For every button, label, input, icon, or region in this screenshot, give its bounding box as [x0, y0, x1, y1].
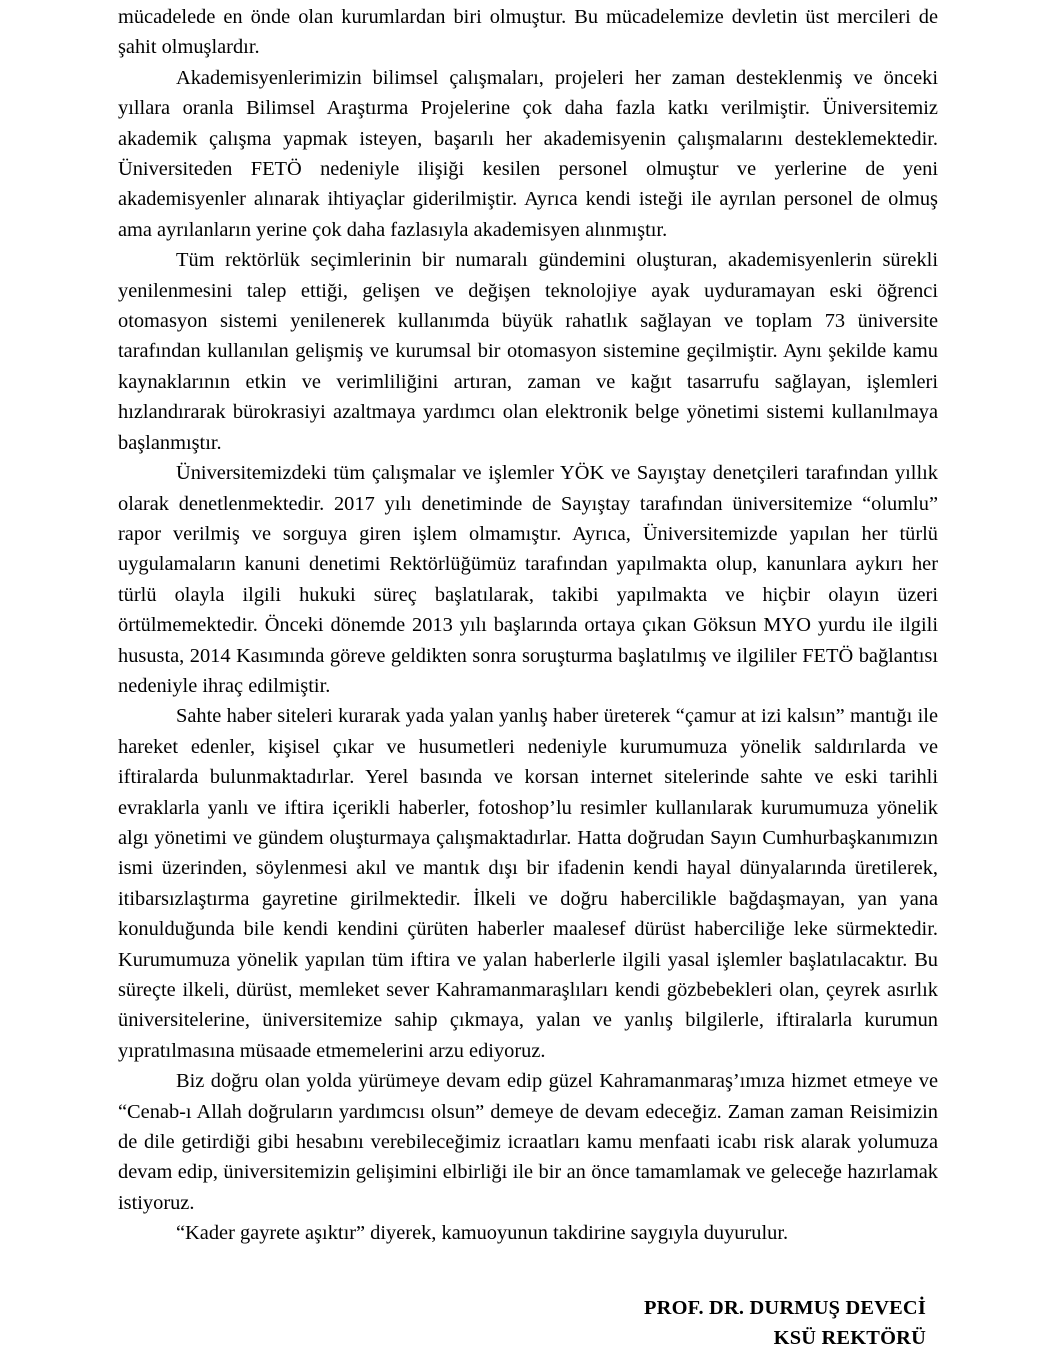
document-body [118, 0, 938, 1353]
signature-name: PROF. DR. DURMUŞ DEVECİ [644, 1296, 926, 1319]
paragraph-academic-studies: Akademisyenlerimizin bilimsel çalışmaları, projeleri her zaman desteklenmiş ve önceki yıllara oranla Bilimsel Araştırma Projelerine çok daha fazla katkı verilmiştir. Üniversitemiz akademik çalışma yapmak isteyen, başarılı her akademisyenin çalışmalarını desteklemektedir. Üniversiteden FETÖ nedeniyle ilişiği kesilen personel olmuştur ve yerlerine de yeni akademisyenler alınarak ihtiyaçlar giderilmiştir. Ayrıca kendi isteği ile ayrılan personel de olmuş ama ayrılanların yerine çok daha fazlasıyla akademisyen alınmıştır. [118, 66, 938, 241]
paragraph-closing-statement: Biz doğru olan yolda yürümeye devam edip güzel Kahramanmaraş’ımıza hizmet etmeye ve “Cenab-ı Allah doğruların yardımcısı olsun” demeye de devam edeceğiz. Zaman zaman Reisimizin de dile getirdiği gibi hesabını verebileceğimiz icraatları kamu menfaati icabı risk alarak yolumuza devam edip, üniversitemizin gelişimini elbirliği ile bir an önce tamamlamak ve geleceğe hazırlamak istiyoruz. [118, 1070, 938, 1214]
paragraph-continuation: mücadelede en önde olan kurumlardan biri olmuştur. Bu mücadelemize devletin üst mercileri de şahit olmuşlardır. [118, 6, 938, 59]
paragraph-automation-system: Tüm rektörlük seçimlerinin bir numaralı gündemini oluşturan, akademisyenlerin sürekli yenilenmesini talep ettiği, gelişen ve değişen teknolojiye ayak uyduramayan eski öğrenci otomasyon sistemi yenilenerek kullanımda büyük rahatlık sağlayan ve toplam 73 üniversite tarafından kullanılan gelişmiş ve kurumsal bir otomasyon sistemine geçilmiştir. Aynı şekilde kamu kaynaklarının etkin ve verimliliğini artıran, zaman ve kağıt tasarrufu sağlayan, işlemleri hızlandırarak bürokrasiyi azaltmaya yardımcı olan elektronik belge yönetimi sistemi kullanılmaya başlanmıştır. [118, 249, 938, 454]
signature-title: KSÜ REKTÖRÜ [773, 1327, 926, 1350]
signature-block [118, 1293, 938, 1354]
paragraph-fake-news: Sahte haber siteleri kurarak yada yalan yanlış haber üreterek “çamur at izi kalsın” mantığı ile hareket edenler, kişisel çıkar ve husumetleri nedeniyle kurumumuza yönelik saldırılarda ve iftiralarda bulunmaktadırlar. Yerel basında ve korsan internet sitelerinde sahte ve eski tarihli evraklarla yanlı ve iftira içerikli haberler, fotoshop’lu resimler kullanılarak kurumumuza yönelik algı yönetimi ve gündem oluşturmaya çalışmaktadırlar. Hatta doğrudan Sayın Cumhurbaşkanımızın ismi üzerinden, söylenmesi akıl ve mantık dışı bir ifadenin kendi hayal dünyalarında üretilerek, itibarsızlaştırma gayretine girilmektedir. İlkeli ve doğru habercilikle bağdaşmayan, yan yana konulduğunda bile kendi kendini çürüten haberler maalesef dürüst haberciliğe leke sürmektedir. Kurumumuza yönelik yapılan tüm iftira ve yalan haberlerle ilgili yasal işlemler başlatılacaktır. Bu süreçte ilkeli, dürüst, memleket sever Kahramanmaraşlıları kendi gözbebekleri olan, çeyrek asırlık üniversitelerine, üniversitemize sahip çıkmaya, yalan ve yanlış bilgilerle, iftiralarla kurumun yıpratılmasına müsaade etmemelerini arzu ediyoruz. [118, 705, 938, 1062]
paragraph-audits: Üniversitemizdeki tüm çalışmalar ve işlemler YÖK ve Sayıştay denetçileri tarafından yıllık olarak denetlenmektedir. 2017 yılı denetiminde de Sayıştay tarafından üniversitemize “olumlu” rapor verilmiş ve sorguya giren işlem olmamıştır. Ayrıca, Üniversitemizde yapılan her türlü uygulamaların kanuni denetimi Rektörlüğümüz tarafından yapılmakta olup, kanunlara aykırı her türlü olayla ilgili hukuki süreç başlatılarak, takibi yapılmakta ve hiçbir olayın üzeri örtülmemektedir. Önceki dönemde 2013 yılı başlarında ortaya çıkan Göksun MYO yurdu ile ilgili hususta, 2014 Kasımında göreve geldikten sonra soruşturma başlatılmış ve ilgililer FETÖ bağlantısı nedeniyle ihraç edilmiştir. [118, 462, 938, 697]
paragraph-final-quote: “Kader gayrete aşıktır” diyerek, kamuoyunun takdirine saygıyla duyurulur. [176, 1222, 789, 1245]
